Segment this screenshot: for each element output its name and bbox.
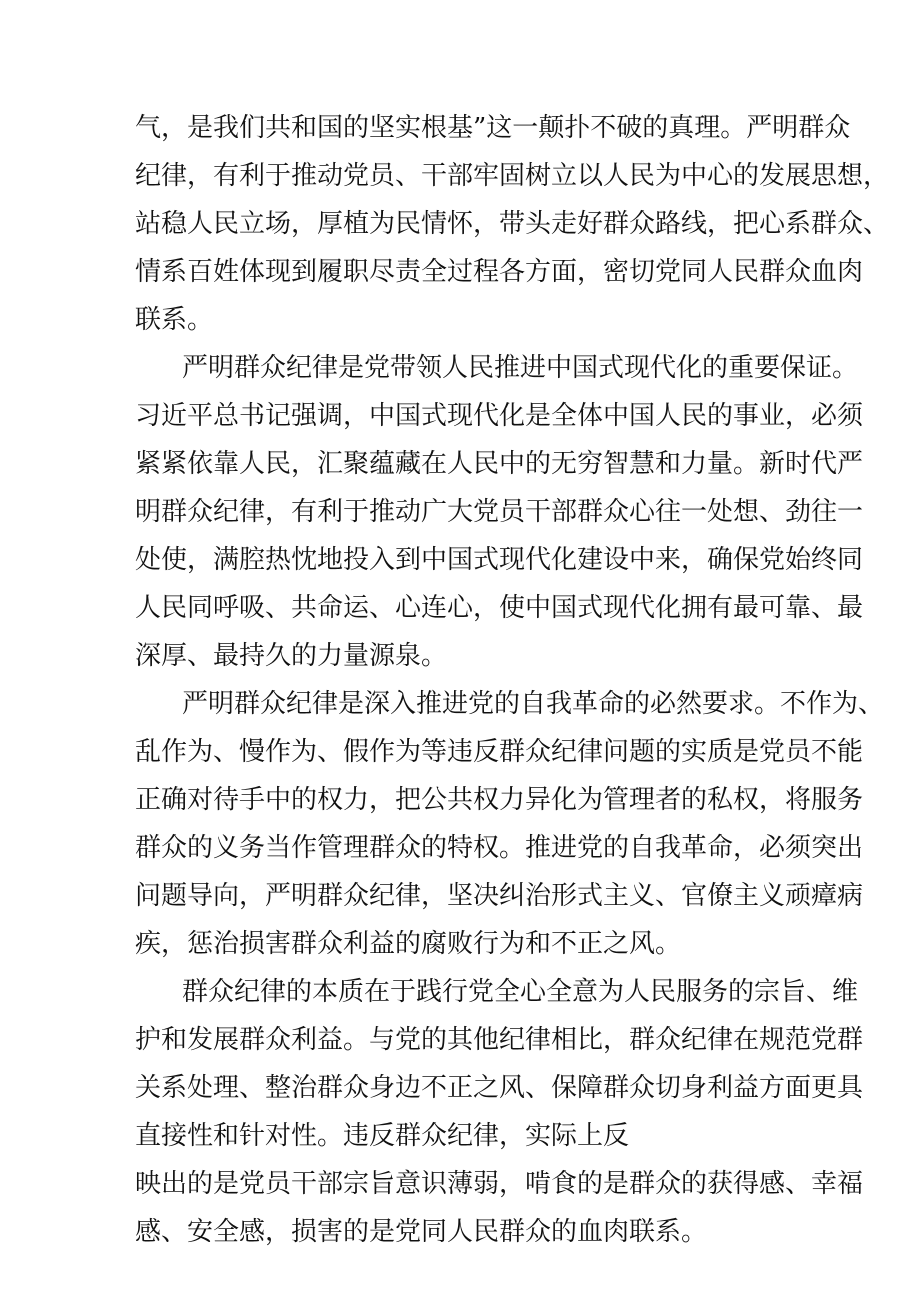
paragraph-first-line: 群众纪律的本质在于践行党全心全意为人民服务的宗旨、维 [182, 977, 859, 1007]
text-line: 明群众纪律，有利于推动广大党员干部群众心往一处想、劲往一 [135, 497, 864, 527]
text-line: 处使，满腔热忱地投入到中国式现代化建设中来，确保党始终同 [135, 545, 864, 575]
text-line: 气，是我们共和国的坚实根基”这一颠扑不破的真理。严明群众 [135, 113, 851, 143]
text-line: 习近平总书记强调，中国式现代化是全体中国人民的事业，必须 [135, 401, 864, 431]
text-line: 护和发展群众利益。与党的其他纪律相比，群众纪律在规范党群 [135, 1025, 864, 1055]
text-line: 联系。 [135, 305, 214, 335]
text-line: 人民同呼吸、共命运、心连心，使中国式现代化拥有最可靠、最 [135, 593, 864, 623]
text-line: 紧紧依靠人民，汇聚蕴藏在人民中的无穷智慧和力量。新时代严 [135, 449, 864, 479]
text-line: 站稳人民立场，厚植为民情怀，带头走好群众路线，把心系群众、 [135, 209, 890, 239]
text-line: 纪律，有利于推动党员、干部牢固树立以人民为中心的发展思想， [135, 161, 890, 191]
text-line: 疾，惩治损害群众利益的腐败行为和不正之风。 [135, 929, 682, 959]
text-line: 映出的是党员干部宗旨意识薄弱，啃食的是群众的获得感、幸福 [135, 1169, 864, 1199]
text-line: 群众的义务当作管理群众的特权。推进党的自我革命，必须突出 [135, 833, 864, 863]
paragraph-first-line: 严明群众纪律是党带领人民推进中国式现代化的重要保证。 [182, 353, 859, 383]
text-line: 情系百姓体现到履职尽责全过程各方面，密切党同人民群众血肉 [135, 257, 864, 287]
text-line: 正确对待手中的权力，把公共权力异化为管理者的私权，将服务 [135, 785, 864, 815]
paragraph-first-line: 严明群众纪律是深入推进党的自我革命的必然要求。不作为、 [182, 689, 885, 719]
text-line: 关系处理、整治群众身边不正之风、保障群众切身利益方面更具 [135, 1073, 864, 1103]
text-line: 感、安全感，损害的是党同人民群众的血肉联系。 [135, 1217, 708, 1247]
text-line: 直接性和针对性。违反群众纪律，实际上反 [135, 1121, 630, 1151]
text-line: 深厚、最持久的力量源泉。 [135, 641, 448, 671]
text-line: 问题导向，严明群众纪律，坚决纠治形式主义、官僚主义顽瘴病 [135, 881, 864, 911]
text-line: 乱作为、慢作为、假作为等违反群众纪律问题的实质是党员不能 [135, 737, 864, 767]
